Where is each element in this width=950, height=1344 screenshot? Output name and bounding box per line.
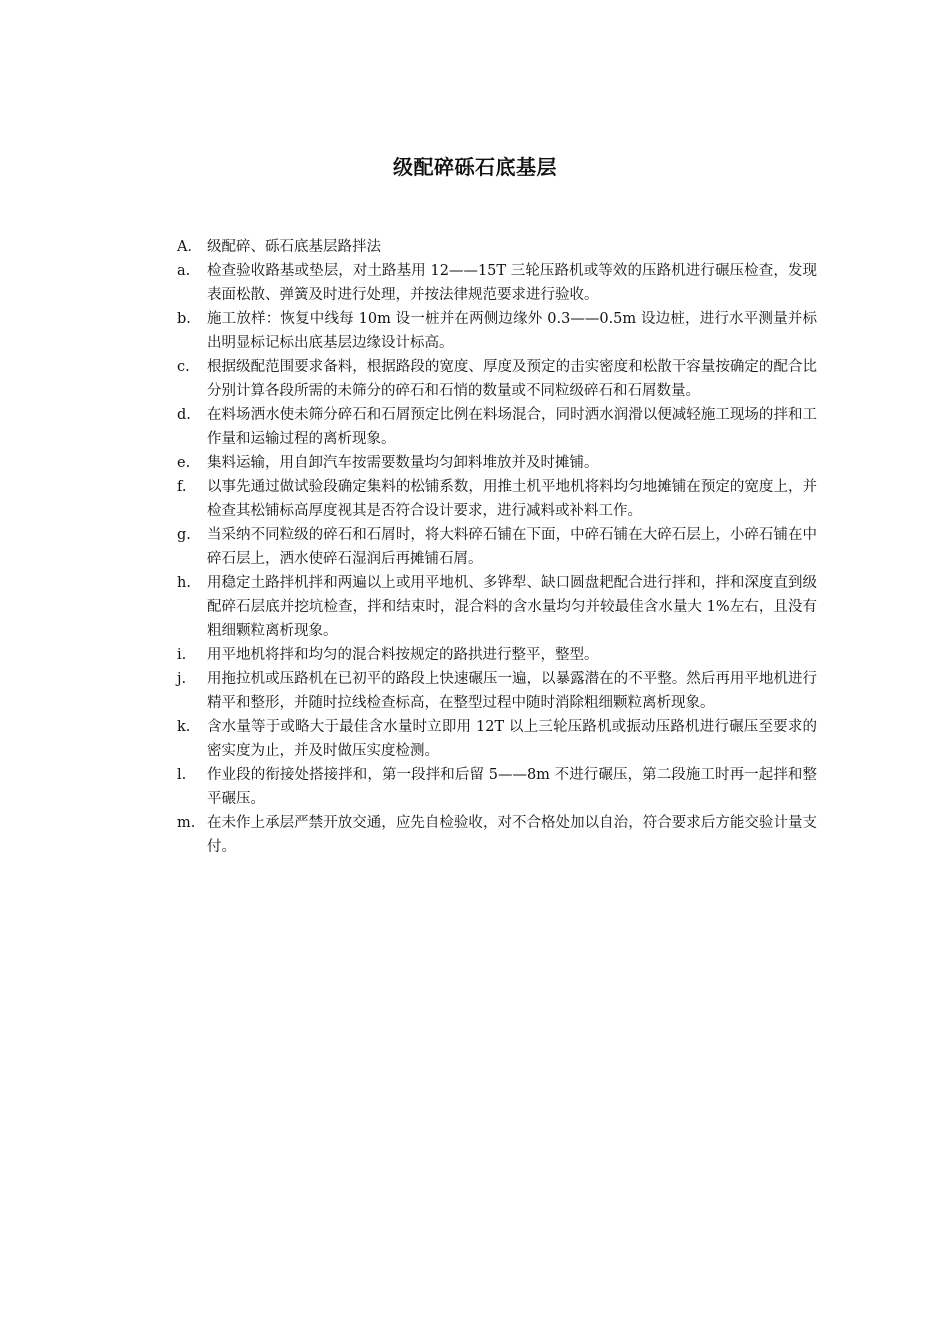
list-item — [177, 403, 817, 451]
list-marker: j. — [177, 671, 187, 687]
list-marker: f. — [177, 479, 187, 495]
list-item-text: 含水量等于或略大于最佳含水量时立即用 12T 以上三轮压路机或振动压路机进行碾压至要求的密实度为止，并及时做压实度检测。 — [207, 719, 817, 759]
list-marker: g. — [177, 527, 191, 543]
document-body — [177, 235, 817, 859]
list-item — [177, 811, 817, 859]
list-item — [177, 763, 817, 811]
list-item-text: 用稳定土路拌机拌和两遍以上或用平地机、多铧犁、缺口圆盘耙配合进行拌和，拌和深度直到级配碎石层底并挖坑检查，拌和结束时，混合料的含水量均匀并较最佳含水量大 1%左右，且没有粗细颗粒离析现象。 — [207, 575, 817, 639]
list-item — [177, 667, 817, 715]
list-item — [177, 307, 817, 355]
list-marker: c. — [177, 359, 190, 375]
list-item-text: 当采纳不同粒级的碎石和石屑时，将大料碎石铺在下面，中碎石铺在大碎石层上，小碎石铺在中碎石层上，洒水使碎石湿润后再摊铺石屑。 — [207, 527, 817, 567]
list-marker: m. — [177, 815, 196, 831]
list-marker: a. — [177, 263, 191, 279]
list-marker: i. — [177, 647, 187, 663]
list-item — [177, 523, 817, 571]
list-item — [177, 355, 817, 403]
section-heading-text: 级配碎、砾石底基层路拌法 — [207, 239, 381, 255]
list-item-text: 检查验收路基或垫层，对土路基用 12——15T 三轮压路机或等效的压路机进行碾压检查，发现表面松散、弹簧及时进行处理，并按法律规范要求进行验收。 — [207, 263, 817, 303]
list-marker: e. — [177, 455, 191, 471]
list-item — [177, 259, 817, 307]
list-item-text: 根据级配范围要求备料，根据路段的宽度、厚度及预定的击实密度和松散干容量按确定的配合比分别计算各段所需的未筛分的碎石和石悄的数量或不同粒级碎石和石屑数量。 — [207, 359, 817, 399]
procedure-list — [177, 259, 817, 859]
list-item — [177, 571, 817, 643]
list-marker: d. — [177, 407, 191, 423]
list-item-text: 集料运输，用自卸汽车按需要数量均匀卸料堆放并及时摊铺。 — [207, 455, 599, 471]
list-item-text: 以事先通过做试验段确定集料的松铺系数，用推土机平地机将料均匀地摊铺在预定的宽度上，并检查其松铺标高厚度视其是否符合设计要求，进行减料或补料工作。 — [207, 479, 817, 519]
list-item-text: 在料场洒水使未筛分碎石和石屑预定比例在料场混合，同时洒水润滑以便减轻施工现场的拌和工作量和运输过程的离析现象。 — [207, 407, 817, 447]
document-title: 级配碎砾石底基层 — [393, 155, 557, 179]
list-marker: b. — [177, 311, 191, 327]
section-marker: A． — [177, 239, 202, 255]
list-item — [177, 643, 817, 667]
list-item-text: 用平地机将拌和均匀的混合料按规定的路拱进行整平，整型。 — [207, 647, 599, 663]
list-item-text: 作业段的衔接处搭接拌和，第一段拌和后留 5——8m 不进行碾压，第二段施工时再一起拌和整平碾压。 — [207, 767, 817, 807]
list-marker: h. — [177, 575, 191, 591]
list-marker: l. — [177, 767, 187, 783]
list-item — [177, 715, 817, 763]
list-item-text: 施工放样：恢复中线每 10m 设一桩并在两侧边缘外 0.3——0.5m 设边桩，进行水平测量并标出明显标记标出底基层边缘设计标高。 — [207, 311, 817, 351]
list-item-text: 在未作上承层严禁开放交通，应先自检验收，对不合格处加以自治，符合要求后方能交验计量支付。 — [207, 815, 817, 855]
section-heading — [177, 235, 817, 259]
list-item-text: 用拖拉机或压路机在已初平的路段上快速碾压一遍，以暴露潜在的不平整。然后再用平地机进行精平和整形，并随时拉线检查标高，在整型过程中随时消除粗细颗粒离析现象。 — [207, 671, 817, 711]
list-item — [177, 475, 817, 523]
list-marker: k. — [177, 719, 191, 735]
list-item — [177, 451, 817, 475]
